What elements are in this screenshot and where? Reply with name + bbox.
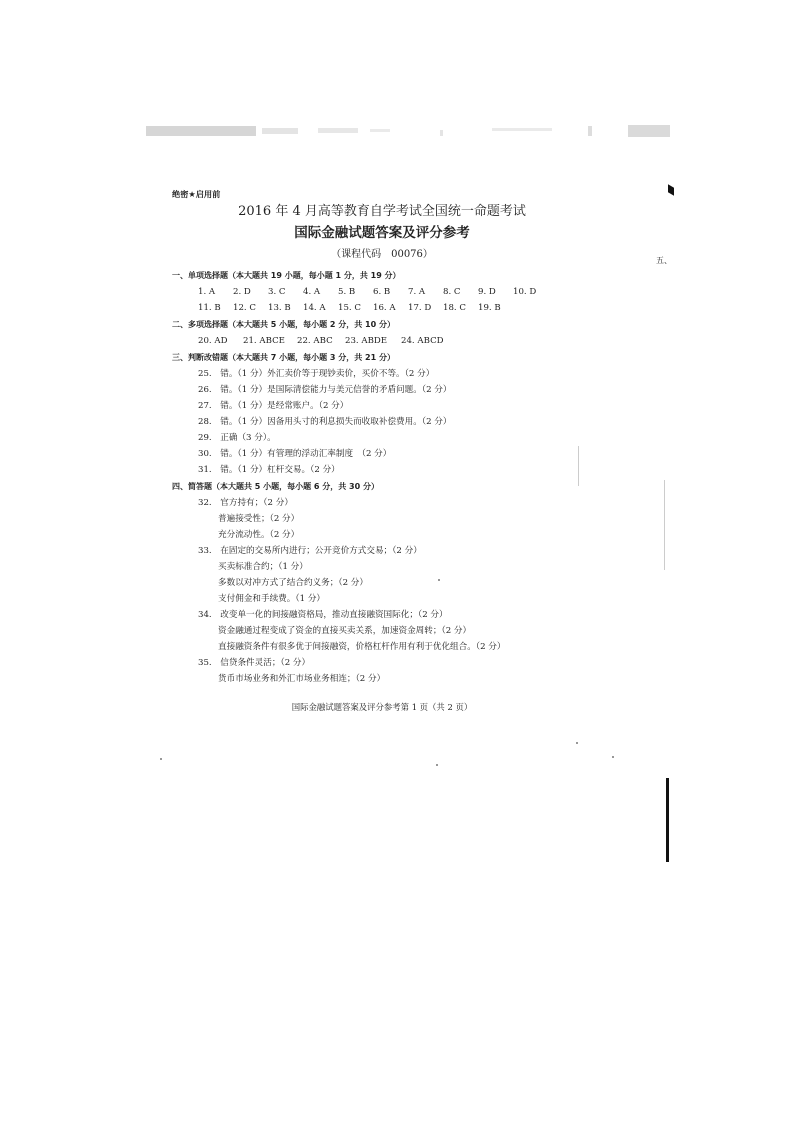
answer-item: 23. ABDE — [345, 336, 388, 346]
answer-item: 7. A — [408, 287, 426, 297]
answer-item: 18. C — [443, 303, 466, 313]
answer-item: 3. C — [268, 287, 286, 297]
short-answer-line: 支付佣金和手续费。（1 分） — [218, 594, 326, 604]
short-answer-line: 直接融资条件有很多优于间接融资，价格杠杆作用有利于优化组合。（2 分） — [218, 642, 506, 652]
judge-item: 25. 错。（1 分）外汇卖价等于现钞卖价，买价不等。（2 分） — [198, 369, 435, 379]
answer-item: 1. A — [198, 287, 216, 297]
answer-row — [172, 300, 592, 316]
answer-item: 10. D — [513, 287, 537, 297]
short-answer-line: 33. 在固定的交易所内进行；公开竞价方式交易；（2 分） — [198, 546, 422, 556]
judge-item: 27. 错。（1 分）是经常账户。（2 分） — [198, 401, 349, 411]
answer-row — [172, 284, 592, 300]
short-answer-line: 普遍接受性；（2 分） — [218, 514, 300, 524]
short-answer-line: 35. 信贷条件灵活；（2 分） — [198, 658, 311, 668]
section-heading-judge: 三、判断改错题（本大题共 7 小题，每小题 3 分，共 21 分） — [172, 353, 395, 362]
judge-item: 29. 正确（3 分）。 — [198, 433, 276, 443]
page-footer: 国际金融试题答案及评分参考第 1 页（共 2 页） — [291, 702, 473, 712]
answer-item: 22. ABC — [297, 336, 333, 346]
side-mark: 五、 — [656, 256, 672, 265]
answer-item: 12. C — [233, 303, 256, 313]
section-heading-short-answer: 四、简答题（本大题共 5 小题，每小题 6 分，共 30 分） — [172, 482, 379, 491]
answer-item: 8. C — [443, 287, 461, 297]
answer-item: 16. A — [373, 303, 396, 313]
short-answer-line: 资金融通过程变成了资金的直接买卖关系，加速资金周转；（2 分） — [218, 626, 472, 636]
exam-title: 2016 年 4 月高等教育自学考试全国统一命题考试 — [238, 204, 526, 219]
confidential-label: 绝密★启用前 — [172, 189, 221, 199]
judge-item: 28. 错。（1 分）因备用头寸的利息损失而收取补偿费用。（2 分） — [198, 417, 452, 427]
course-code: （课程代码 00076） — [331, 249, 433, 260]
answer-item: 2. D — [233, 287, 251, 297]
section-heading-multi-choice: 二、多项选择题（本大题共 5 小题，每小题 2 分，共 10 分） — [172, 320, 395, 329]
section-heading-single-choice: 一、单项选择题（本大题共 19 小题，每小题 1 分，共 19 分） — [172, 271, 401, 280]
judge-item: 30. 错。（1 分）有管理的浮动汇率制度 （2 分） — [198, 449, 392, 459]
document-title: 国际金融试题答案及评分参考 — [294, 225, 470, 241]
answer-item: 9. D — [478, 287, 496, 297]
short-answer-line: 32. 官方持有；（2 分） — [198, 498, 293, 508]
scan-edge-mark — [668, 184, 674, 195]
scan-speck — [160, 758, 162, 760]
answer-item: 15. C — [338, 303, 361, 313]
scan-speck — [436, 764, 438, 766]
answer-item: 20. AD — [198, 336, 228, 346]
short-answer-line: 买卖标准合约；（1 分） — [218, 562, 308, 572]
judge-item: 26. 错。（1 分）是国际清偿能力与美元信誉的矛盾问题。（2 分） — [198, 385, 452, 395]
answer-sheet-page — [172, 186, 592, 715]
short-answer-line: 34. 改变单一化的间接融资格局，推动直接融资国际化；（2 分） — [198, 610, 448, 620]
answer-row — [172, 333, 592, 349]
answer-item: 19. B — [478, 303, 501, 313]
short-answer-line: 货币市场业务和外汇市场业务相连；（2 分） — [218, 674, 386, 684]
judge-item: 31. 错。（1 分）杠杆交易。（2 分） — [198, 465, 340, 475]
answer-item: 11. B — [198, 303, 221, 313]
answer-item: 14. A — [303, 303, 326, 313]
answer-item: 17. D — [408, 303, 432, 313]
short-answer-line: 多数以对冲方式了结合约义务；（2 分） — [218, 578, 368, 588]
answer-item: 4. A — [303, 287, 321, 297]
scan-edge-line — [666, 778, 669, 862]
scan-noise-band — [140, 122, 680, 142]
answer-item: 24. ABCD — [401, 336, 444, 346]
answer-item: 6. B — [373, 287, 391, 297]
answer-item: 5. B — [338, 287, 356, 297]
scan-artifact — [664, 480, 665, 570]
scan-speck — [612, 756, 614, 758]
answer-item: 21. ABCE — [243, 336, 285, 346]
answer-item: 13. B — [268, 303, 291, 313]
short-answer-line: 充分流动性。（2 分） — [218, 530, 300, 540]
scan-speck — [576, 742, 578, 744]
